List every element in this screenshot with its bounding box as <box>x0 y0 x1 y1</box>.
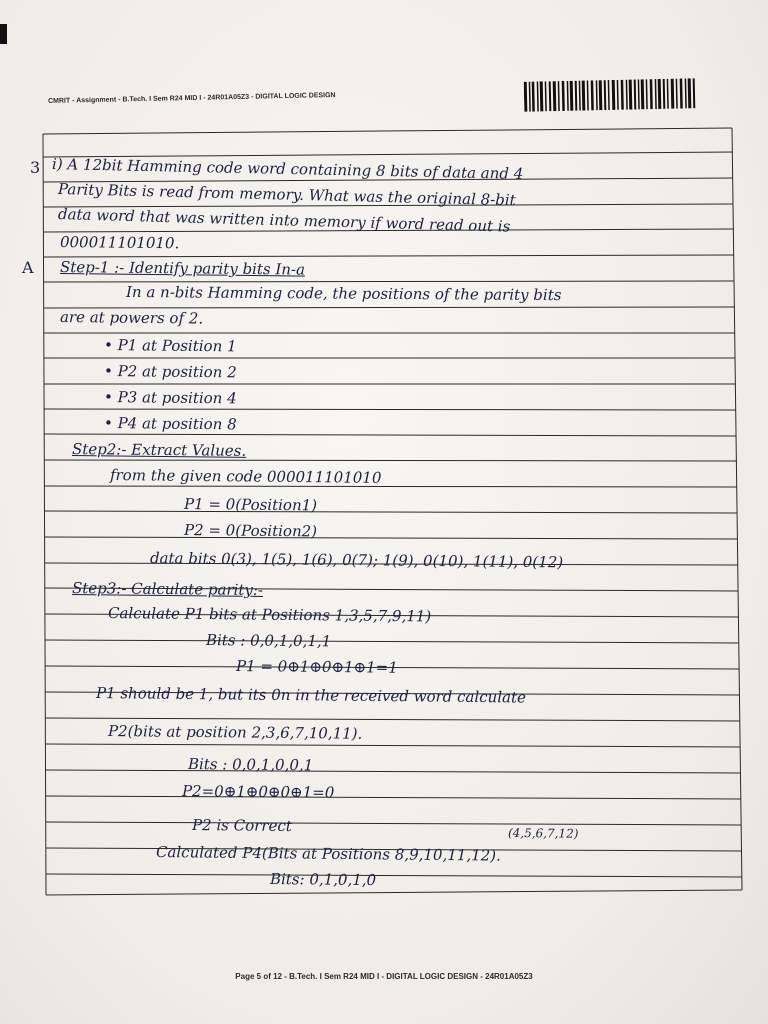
p4-position-annotation: (4,5,6,7,12) <box>507 826 579 841</box>
step2-p1-value: P1 = 0(Position1) <box>183 495 318 515</box>
step3-p2-result: P2=0⊕1⊕0⊕0⊕1=0 <box>181 782 335 802</box>
parity-bullet-p4: • P4 at position 8 <box>103 414 237 434</box>
step3-p1-comment: P1 should be 1, but its 0n in the received word calculate <box>95 684 527 707</box>
step1-heading: Step-1 :- Identify parity bits In-a <box>59 258 306 279</box>
answer-marker: A <box>22 258 34 277</box>
step3-p4-bits: Bits: 0,1,0,1,0 <box>269 870 377 890</box>
page-footer: Page 5 of 12 - B.Tech. I Sem R24 MID I - DIGITAL LOGIC DESIGN - 24R01A05Z3 <box>235 972 533 981</box>
question-line-2: Parity Bits is read from memory. What was the original 8-bit <box>57 180 516 210</box>
step2-heading: Step2:- Extract Values. <box>71 440 247 460</box>
step3-p2-bits: Bits : 0,0,1,0,0,1 <box>187 755 314 775</box>
step3-p4-heading: Calculated P4(Bits at Positions 8,9,10,11,12). <box>155 843 501 865</box>
step1-text-1: In a n-bits Hamming code, the positions of the parity bits <box>125 283 562 305</box>
step3-p1-result: P1 = 0⊕1⊕0⊕1⊕1=1 <box>235 657 398 677</box>
parity-bullet-p3: • P3 at position 4 <box>103 388 237 408</box>
step3-p2-comment: P2 is Correct <box>191 816 292 836</box>
parity-bullet-p1: • P1 at Position 1 <box>103 336 237 356</box>
step3-p2-heading: P2(bits at position 2,3,6,7,10,11). <box>107 722 363 743</box>
step2-data-bits: data bits 0(3), 1(5), 1(6), 0(7); 1(9), 0(10), 1(11), 0(12) <box>149 549 564 572</box>
step2-p2-value: P2 = 0(Position2) <box>183 521 318 541</box>
step3-heading: Step3:- Calculate parity:- <box>71 579 264 600</box>
parity-bullet-p2: • P2 at position 2 <box>103 362 237 382</box>
question-line-1: i) A 12bit Hamming code word containing 8 bits of data and 4 <box>51 155 524 183</box>
question-number: 3 <box>30 158 41 177</box>
sheet-header: CMRIT - Assignment - B.Tech. I Sem R24 MID I - 24R01A05Z3 - DIGITAL LOGIC DESIGN <box>48 91 336 105</box>
question-line-3: data word that was written into memory if word read out is <box>57 205 511 236</box>
step2-text-1: from the given code 000011101010 <box>109 466 382 487</box>
question-line-4: 000011101010. <box>59 233 180 253</box>
step1-text-2: are at powers of 2. <box>59 308 204 328</box>
step3-p1-bits: Bits : 0,0,1,0,1,1 <box>205 631 332 651</box>
step3-p1-heading: Calculate P1 bits at Positions 1,3,5,7,9,11) <box>107 604 432 626</box>
